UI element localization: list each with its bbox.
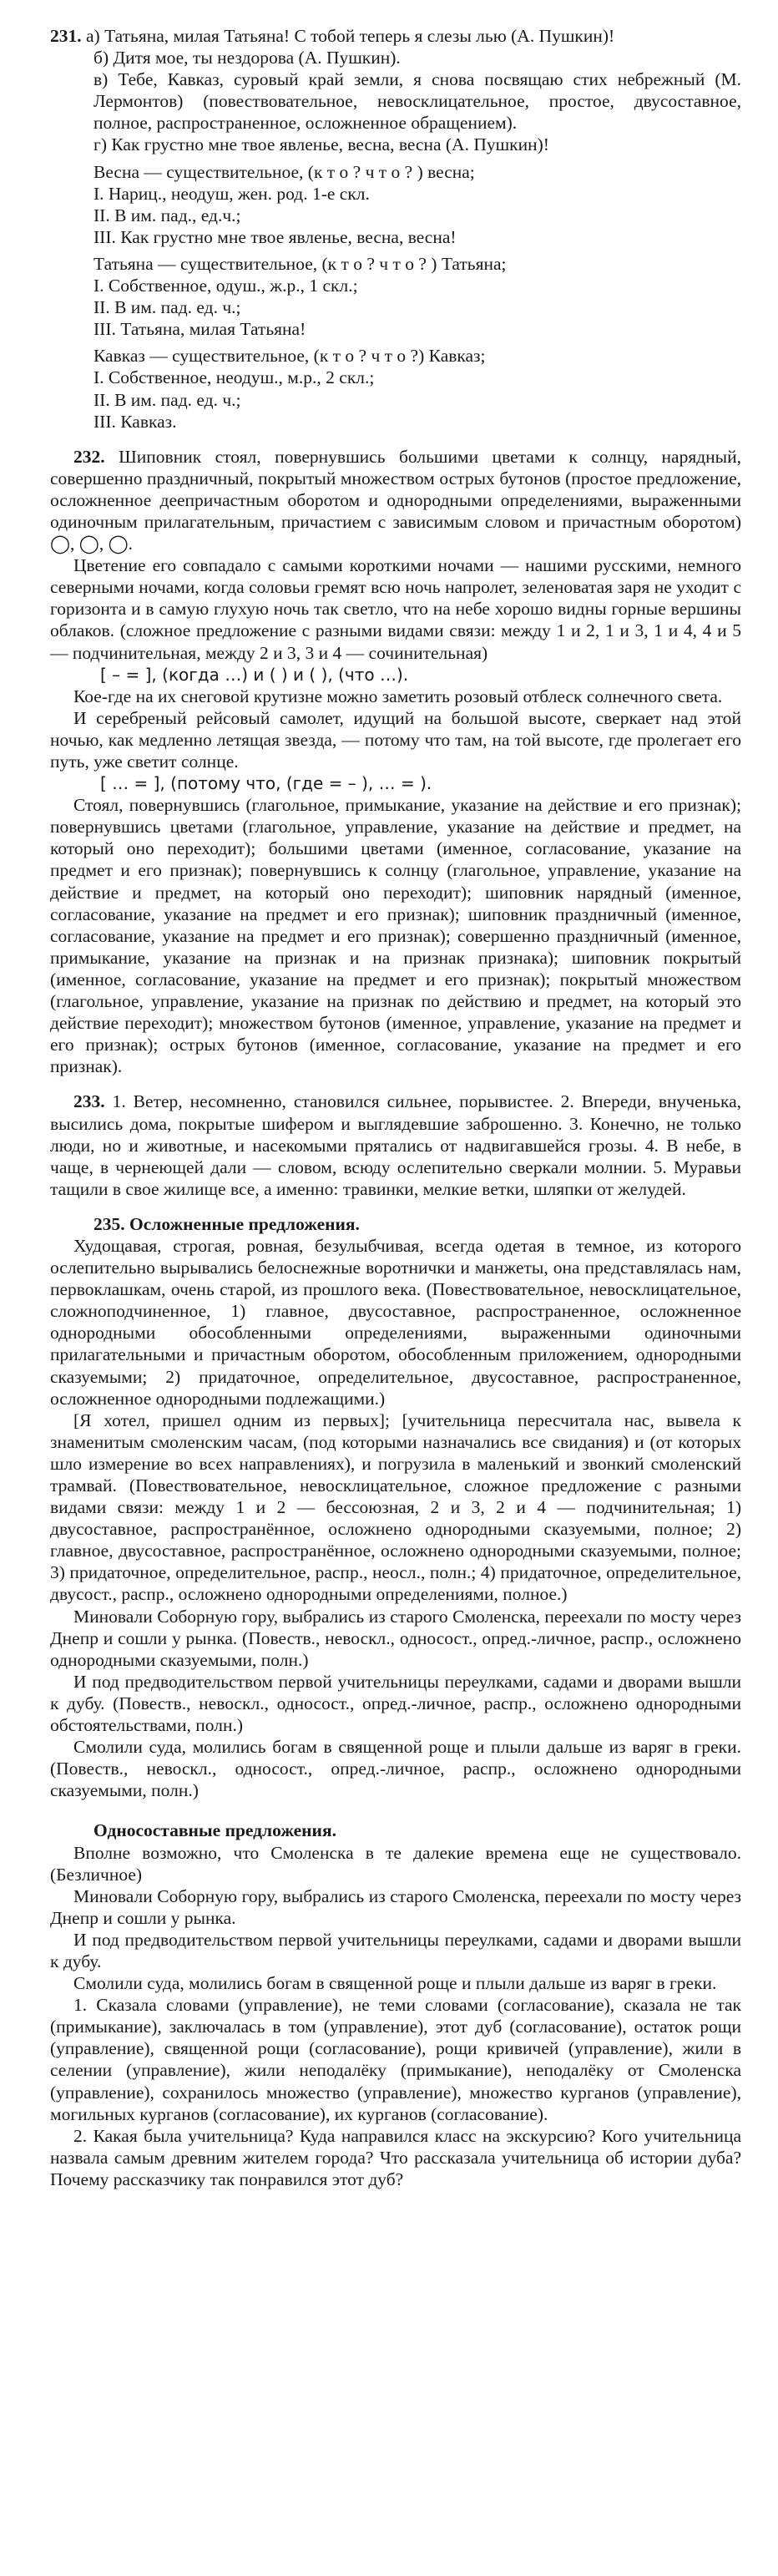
ex235-paragraph: И под предводительством первой учительницы переулками, садами и дворами вышли к дубу. (Повеств., невоскл., односост., опред.-личное, распр., осложнено однородными обстоятельствами, полн.) bbox=[50, 1671, 741, 1736]
ex235-paragraph: И под предводительством первой учительницы переулками, садами и дворами вышли к дубу. bbox=[50, 1929, 741, 1971]
sentence-schema: [ – = ], (когда …) и ( ) и ( ), (что …). bbox=[100, 664, 409, 685]
ex235-paragraph: Смолили суда, молились богам в священной роще и плыли дальше из варяг в греки. (Повеств., невоскл., односост., опред.-личное, распр., осложнено однородными сказуемыми, полн.) bbox=[50, 1737, 741, 1801]
ex232-paragraph: Кое-где на их снеговой крутизне можно заметить розовый отблеск солнечного света. bbox=[73, 686, 723, 706]
sentence-schema: [ … = ], (потому что, (где = – ), … = ). bbox=[100, 773, 432, 794]
exercise-233 bbox=[50, 1091, 741, 1199]
ex235-subheading: Односоставные предложения. bbox=[93, 1820, 336, 1841]
ex232-paragraph: 232. Шиповник стоял, повернувшись большими цветами к солнцу, нарядный, совершенно праздничный, покрытый множеством острых бутонов (простое предложение, осложненное деепричастным оборотом и однородными определениями, выраженными одиночным прилагательным, причастием с зависимым словом и причастным оборотом) ◯, ◯, ◯. bbox=[50, 446, 741, 554]
ex231-line-g: г) Как грустно мне твое явленье, весна, весна (А. Пушкин)! bbox=[93, 134, 549, 155]
ex232-paragraph: И серебреный рейсовый самолет, идущий на большой высоте, сверкает над этой ночью, как медленно летящая звезда, — потому что там, на той высоте, где пролегает его путь, уже светит солнце. bbox=[50, 707, 741, 772]
ex235-paragraph: 2. Какая была учительница? Куда направился класс на экскурсию? Кого учительница назвала самым древним жителем города? Что рассказала учительница об истории дуба? Почему рассказчику так понравился этот дуб? bbox=[50, 2125, 741, 2189]
ex232-number: 232. bbox=[73, 446, 105, 467]
ex235-paragraph: Худощавая, строгая, ровная, безулыбчивая, всегда одетая в темное, из которого ослепительно вырывались белоснежные воротнички и манжеты, она представлялась нам, первоклашкам, очень старой, из прошлого века. (Повествовательное, невосклицательное, сложноподчиненное, 1) главное, двусоставное, распространенное, осложненное однородными обособленными определениями, выраженными одиночными прилагательными и причастным оборотом, обособленным приложением, однородными сказуемыми; 2) придаточное, определительное, двусоставное, распространенное, осложненное однородными подлежащими.) bbox=[50, 1235, 741, 1409]
ex235-heading: 235. Осложненные предложения. bbox=[93, 1213, 360, 1234]
ex231-line-b: б) Дитя мое, ты нездорова (А. Пушкин). bbox=[93, 48, 401, 68]
ex235-paragraph: Вполне возможно, что Смоленска в те далекие времена еще не существовало. (Безличное) bbox=[50, 1842, 741, 1885]
ex235-paragraph: 1. Сказала словами (управление), не теми словами (согласование), сказала не так (примыкание), заключалась в том (управление), этот дуб (согласование), остаток рощи (управление), священной рощи (согласование), рощи кривичей (управление), жили в селении (управление), жили неподалёку (примыкание), неподалёку от Смоленска (управление), сохранилось множество (управление), множество курганов (управление), могильных курганов (согласование), их курганов (согласование). bbox=[50, 1995, 741, 2124]
exercise-235 bbox=[50, 1213, 741, 2190]
ex235-paragraph: Миновали Соборную гору, выбрались из старого Смоленска, переехали по мосту через Днепр и сошли у рынка. (Повеств., невоскл., односост., опред.-личное, распр., осложнено однородными сказуемыми, полн.) bbox=[50, 1606, 741, 1670]
ex233-text: 1. Ветер, несомненно, становился сильнее, порывистее. 2. Впереди, внученька, высились дома, покрытые шифером и выглядевшие заброшенно. 3. Конечно, не только люди, но и животные, и насекомыми прятались от надвигавшейся грозы. 4. В небе, в чаще, в чернеющей дали — словом, всюду ослепительно сверкали молнии. 5. Муравьи тащили в свое жилище все, а именно: травинки, мелкие ветки, шляпки от желудей. bbox=[50, 1091, 741, 1199]
ex235-paragraph: Миновали Соборную гору, выбрались из старого Смоленска, переехали по мосту через Днепр и сошли у рынка. bbox=[50, 1885, 741, 1928]
ex231-line-v: в) Тебе, Кавказ, суровый край земли, я снова посвящаю стих небрежный (М. Лермонтов) (повествовательное, невосклицательное, простое, двусоставное, полное, распространенное, осложненное обращением). bbox=[93, 69, 741, 134]
analysis-kavkaz: Кавказ — существительное, (к т о ? ч т о ?) Кавказ; I. Собственное, неодуш., м.р., 2 скл.; II. В им. пад. ед. ч.; III. Кавказ. bbox=[93, 346, 486, 432]
analysis-vesna: Весна — существительное, (к т о ? ч т о ? ) весна; I. Нариц., неодуш, жен. род. 1-е скл. II. В им. пад., ед.ч.; III. Как грустно мне твое явленье, весна, весна! bbox=[93, 161, 475, 247]
ex235-paragraph: Смолили суда, молились богам в священной роще и плыли дальше из варяг в греки. bbox=[73, 1973, 717, 1994]
phrase-analysis: Стоял, повернувшись (глагольное, примыкание, указание на действие и его признак); повернувшись цветами (глагольное, управление, указание на действие и предмет, на который оно переходит); большими цветами (именное, согласование, указание на предмет и его признак); повернувшись к солнцу (глагольное, управление, указание на действие и предмет, на который оно переходит); шиповник нарядный (именное, согласование, указание на предмет и его признак); шиповник праздничный (именное, согласование, указание на предмет и его признак); совершенно праздничный (именное, примыкание, указание на признак и на признак признака); шиповник покрытый (именное, согласование, указание на предмет и его признак); покрытый множеством (глагольное, управление, указание на признак по действию и предмет, на который это действие переходит); множеством бутонов (именное, управление, указание на предмет и его признак); острых бутонов (именное, согласование, указание на предмет и его признак). bbox=[50, 795, 741, 1077]
ex231-number: 231. bbox=[50, 26, 82, 46]
ex231-line-a: 231. а) Татьяна, милая Татьяна! С тобой теперь я слезы лью (А. Пушкин)! bbox=[50, 26, 615, 46]
exercise-231 bbox=[50, 25, 741, 433]
ex233-number: 233. bbox=[73, 1091, 105, 1112]
ex235-paragraph: [Я хотел, пришел одним из первых]; [учительница пересчитала нас, вывела к знаменитым смоленским часам, (под которыми назначались все свидания) и (от которых шло измерение во всех направлениях), и погрузила в маленький и звонкий смоленский трамвай. (Повествовательное, невосклицательное, сложное предложение с разными видами связи: между 1 и 2 — бессоюзная, 2 и 3, 2 и 4 — подчинительная; 1) двусоставное, распространённое, осложнено однородными сказуемыми, полное; 2) главное, двусоставное, распространённое, осложнено однородными сказуемыми, полное; 3) придаточное, определительное, распр., неосл., полн.; 4) придаточное, определительное, двусост., распр., осложнено однородными определениями, полное.) bbox=[50, 1409, 741, 1605]
analysis-tatyana: Татьяна — существительное, (к т о ? ч т о ? ) Татьяна; I. Собственное, одуш., ж.р., 1 скл.; II. В им. пад. ед. ч.; III. Татьяна, милая Татьяна! bbox=[93, 253, 507, 340]
ex232-paragraph: Цветение его совпадало с самыми короткими ночами — нашими русскими, немного северными ночами, когда соловьи гремят всю ночь напролет, зеленоватая заря не уходит с горизонта и в самую глухую ночь так светло, что на небе хорошо видны горные вершины облаков. (сложное предложение с разными видами связи: между 1 и 2, 1 и 3, 1 и 4, 4 и 5 — подчинительная, между 2 и 3, 3 и 4 — сочинительная) bbox=[50, 555, 741, 663]
exercise-232 bbox=[50, 446, 741, 1078]
